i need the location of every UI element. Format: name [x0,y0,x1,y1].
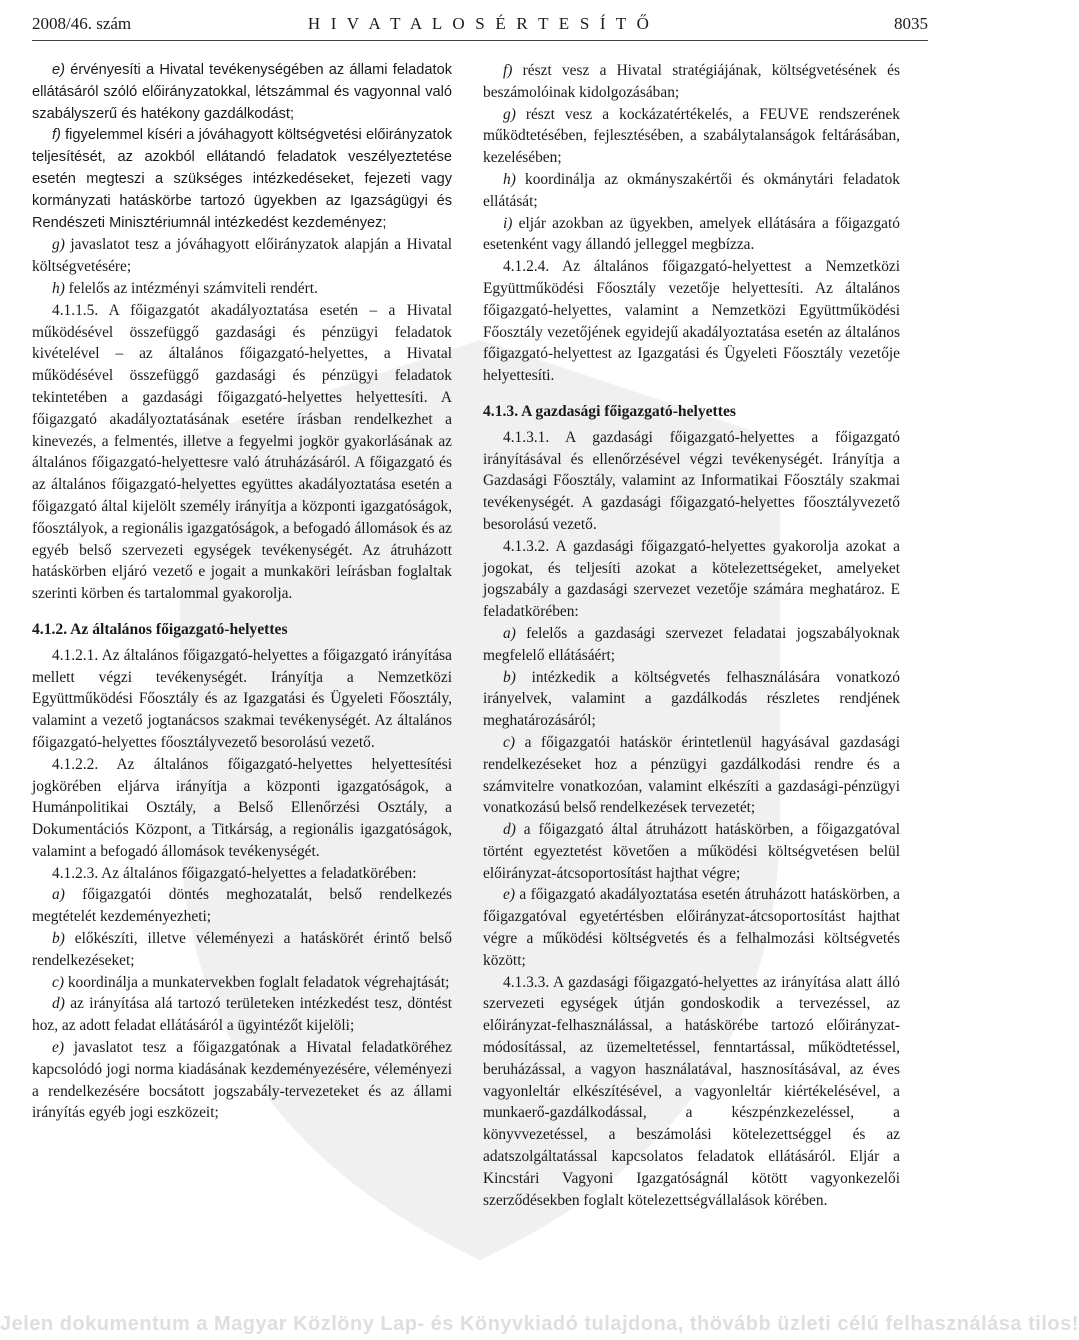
issue-number: 2008/46. szám [32,14,132,33]
paragraph-4115: 4.1.1.5. A főigazgatót akadályoztatása esetén – a Hivatal működésével összefüggő gazdasági és pénzügyi feladatok kivételével – az általános főigazgató-helyettes, a Hivatal működésével összefüggő gazdasági és pénzügyi feladatok tekintetében a gazdasági főigazgató-helyettes helyettesíti. A főigazgató akadályoztatásának esetére írásban rendelkezhet a kinevezés, a felmentés, illetve a fegyelmi jogkör gyakorlásának az általános főigazgató-helyettesre való átruházásáról. A főigazgató és az általános főigazgató-helyettes együttes akadályoztatása esetén a főigazgató által kijelölt személy irányítja a központi igazgatóságok, főosztályok, a regionális igazgatóságok, a befogadó állomások és az egyéb belső szervezeti egységek tevékenységét. Az átruházott hatáskörben eljáró vezető e jogait a munkaköri leírásban foglaltak szerinti körben és tartalommal gyakorolja. [32,301,452,603]
item-label: h) [52,279,65,297]
paragraph-h2: h) koordinálja az okmányszakértői és okmánytári feladatok ellátását; [483,170,900,210]
paragraph-e3: e) a főigazgató akadályoztatása esetén átruházott hatáskörben, a főigazgatóval egyetértésben előirányzat-átcsoportosítást hajthat végre a működési költségvetés és a felhalmozási költségvetés között; [483,886,900,969]
paragraph-a: a) főigazgatói döntés meghozatalát, belső rendelkezés megtételét kezdeményezheti; [32,886,452,926]
paragraph-f: f) figyelemmel kíséri a jóváhagyott költségvetési előirányzatok teljesítését, az azokból ellátandó feladatok veszélyeztetése esetén megteszi a szükséges intézkedéseket, fejezeti vagy kormányzati hatáskörbe tartozó ügyekben az Igazságügyi és Rendészeti Minisztériumnál intézkedést kezdeményez; [32,127,452,231]
item-label: d) [52,995,65,1013]
paragraph-g: g) javaslatot tesz a jóváhagyott előirányzatok alapján a Hivatal költségvetésére; [32,236,452,276]
page-header [32,14,928,38]
item-label: a) [52,886,65,904]
item-label: c) [52,973,64,991]
copyright-footer: Jelen dokumentum a Magyar Közlöny Lap- és Könyvkiadó tulajdona, thövább üzleti célú felhasználása tilos! [0,1313,1079,1335]
paragraph-b: b) előkészíti, illetve véleményezi a hatáskörét érintő belső rendelkezéseket; [32,930,452,969]
page-number: 8035 [894,14,928,33]
paragraph-b3: b) intézkedik a költségvetés felhasználására vonatkozó irányelvek, valamint a gazdálkodás részletes rendjének meghatározásáról; [483,668,900,730]
heading-413: 4.1.3. A gazdasági főigazgató-helyettes [483,402,736,420]
paragraph-4131: 4.1.3.1. A gazdasági főigazgató-helyettes a főigazgató irányításával és ellenőrzésével végzi tevékenységét. Irányítja a Gazdasági Főosztály, valamint az Informatikai Főosztály szakmai tevékenységét. A gazdasági főigazgató-helyettes főosztályvezető besorolású vezető. [483,428,900,533]
item-label: d) [503,821,516,839]
item-label: e) [52,1039,64,1057]
item-label: c) [503,733,515,751]
paragraph-d3: d) a főigazgató által átruházott hatáskörben, a főigazgatóval történt egyeztetést követően a működési költségvetésen belül előirányzat-átcsoportosítást hajthat végre; [483,821,900,882]
item-label: a) [503,624,516,642]
paragraph-e: e) érvényesíti a Hivatal tevékenységében az állami feladatok ellátásáról szóló előirányzatokkal, létszámmal és vagyonnal való szabályszerű és hatékony gazdálkodást; [32,62,452,122]
paragraph-f2: f) részt vesz a Hivatal stratégiájának, költségvetésének és beszámolóinak kidolgozásában; [483,62,900,101]
item-label: b) [503,668,516,686]
left-column [32,60,452,1124]
paragraph-4123: 4.1.2.3. Az általános főigazgató-helyettes a feladatkörében: [52,864,417,882]
paragraph-c: c) koordinálja a munkatervekben foglalt feladatok végrehajtását; [52,973,450,991]
paragraph-c3: c) a főigazgatói hatáskör érintetlenül hagyásával gazdasági rendelkezéseket hoz a pénzügyi gazdálkodási rendre és a számvitelre vonatkozóan, valamint elkészíti a gazdasági-pénzügyi vonatkozású belső rendelkezések tervezetét; [483,733,900,817]
paragraph-g2: g) részt vesz a kockázatértékelés, a FEUVE rendszerének működtetésében, fejlesztésében, a szabálytalanságok feltárásában, kezelésében; [483,105,900,167]
item-label: e) [52,62,65,78]
paragraph-e2: e) javaslatot tesz a főigazgatónak a Hivatal feladatköréhez kapcsolódó jogi norma kiadásának kezdeményezésére, véleményezi a rendelkezésére bocsátott jogszabály-tervezeteket és az állami irányítás egyéb jogi eszközeit; [32,1039,452,1122]
paragraph-4133: 4.1.3.3. A gazdasági főigazgató-helyettes az irányítása alatt álló szervezeti egységek útján gondoskodik a tervezéssel, az előirányzat-felhasználással, a hatáskörébe tartozó előirányzat-módosítással, az üzemeltetéssel, fenntartással, működtetéssel, beruházással, a vagyon használatával, hasznosításával, az éves vagyonleltár elkészítésével, a vagyonleltár kiértékelésével, a munkaerő-gazdálkodással, a készpénzkezeléssel, a könyvvezetéssel, a beszámolási kötelezettséggel és az adatszolgáltatással kapcsolatos feladatok ellátásáról. Eljár a Kincstári Vagyoni Igazgatóságnál kötött vagyonkezelői szerződésekben foglalt kötelezettségvállalások körében. [483,973,900,1209]
paragraph-i2: i) eljár azokban az ügyekben, amelyek ellátására a főigazgató esetenként vagy állandó jelleggel megbízza. [483,214,900,254]
item-label: f) [503,62,513,79]
right-column [483,60,900,1211]
paragraph-4132: 4.1.3.2. A gazdasági főigazgató-helyettes gyakorolja azokat a jogokat, és teljesíti azokat a kötelezettségeket, amelyeket jogszabály a gazdasági szervezet vezetője számára meghatároz. E feladatkörében: [483,537,900,621]
item-label: g) [503,105,516,123]
paragraph-h: h) felelős az intézményi számviteli rendért. [52,279,318,297]
header-rule [32,40,928,41]
item-label: i) [503,214,513,232]
item-label: e) [503,886,515,904]
paragraph-4122: 4.1.2.2. Az általános főigazgató-helyettes helyettesítési jogkörében eljárva irányítja a központi igazgatóságok, a Humánpolitikai Osztály, a Belső Ellenőrzési Osztály, a Dokumentációs Központ, a Titkárság, a regionális igazgatóságok, valamint a befogadó állomások tevékenységét. [32,755,452,860]
item-label: f) [52,127,61,144]
paragraph-4124: 4.1.2.4. Az általános főigazgató-helyettest a Nemzetközi Együttműködési Főosztály vezetője helyettesíti. Az általános főigazgató-helyettes, valamint a Nemzetközi Együttműködési Főosztály vezetőjének egyidejű akadályoztatása esetén az általános főigazgató-helyettest az Igazgatási és Ügyeleti Főosztály vezetője helyettesíti. [483,258,900,385]
publication-title: H I V A T A L O S É R T E S Í T Ő [307,14,653,33]
paragraph-4121: 4.1.2.1. Az általános főigazgató-helyettes a főigazgató irányítása mellett végzi tevékenységét. Irányítja a Nemzetközi Együttműködési Főosztály és az Igazgatási és Ügyeleti Főosztály, valamint a vezető jogtanácsos szakmai tevékenységét. Az általános főigazgató-helyettes főosztályvezető besorolású vezető. [32,646,452,751]
paragraph-d: d) az irányítása alá tartozó területeken intézkedést tesz, döntést hoz, az adott feladat ellátásáról a ügyintézőt kijelöli; [32,995,452,1035]
item-label: g) [52,236,65,254]
heading-412: 4.1.2. Az általános főigazgató-helyettes [32,620,288,638]
item-label: b) [52,930,65,948]
paragraph-a3: a) felelős a gazdasági szervezet feladatai jogszabályoknak megfelelő ellátásáért; [483,624,900,664]
item-label: h) [503,170,516,188]
